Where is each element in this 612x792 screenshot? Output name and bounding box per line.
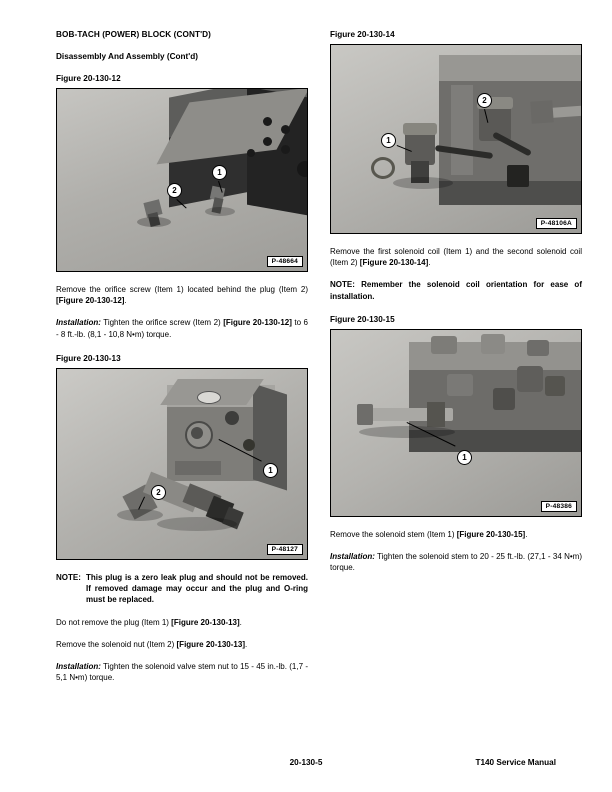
text-end: . [239, 617, 242, 627]
callout-1: 1 [263, 463, 278, 478]
paragraph-do-not-remove-plug [56, 617, 308, 628]
figure-20-130-15-label: Figure 20-130-15 [330, 314, 395, 324]
text-end: . [124, 296, 127, 306]
text: Remove the solenoid stem (Item 1) [330, 529, 457, 539]
text: Do not remove the plug (Item 1) [56, 617, 172, 627]
note-lead: NOTE: [56, 572, 81, 582]
installation-lead: Installation: [330, 552, 375, 562]
text-end: . [244, 639, 248, 649]
text-end: . [428, 258, 431, 268]
note-body: Remember the solenoid coil orientation for ease of installation. [330, 280, 582, 301]
note-body: This plug is a zero leak plug and should not be removed. If removed damage may occur and the plug and O-ring must be replaced. [86, 573, 308, 605]
callout-2: 2 [477, 93, 492, 108]
installation-lead: Installation: [56, 662, 101, 672]
figure-reference: [Figure 20-130-15] [456, 529, 526, 539]
text: Remove the solenoid nut (Item 2) [56, 639, 177, 649]
callout-1: 1 [381, 133, 396, 148]
left-column [56, 30, 308, 694]
figure-reference: [Figure 20-130-14] [359, 258, 429, 268]
paragraph-install-solenoid-stem [330, 551, 582, 573]
note-coil-orientation [330, 279, 582, 301]
figure-code: P-48386 [541, 501, 577, 512]
installation-lead: Installation: [56, 318, 101, 328]
text: Remove the orifice screw (Item 1) located behind the plug (Item 2) [56, 285, 308, 294]
paragraph-install-solenoid-nut [56, 661, 308, 683]
figure-20-130-13-image [56, 368, 308, 560]
paragraph-install-orifice-screw [56, 317, 308, 339]
figure-reference: [Figure 20-130-12] [56, 296, 125, 306]
figure-reference: [Figure 20-130-12] [223, 318, 292, 328]
text: Tighten the solenoid valve stem nut to 15 - 45 in.-lb. (1,7 - 5,1 N•m) torque. [56, 662, 308, 683]
text: Tighten the solenoid stem to 20 - 25 ft.-lb. (27,1 - 34 N•m) torque. [330, 552, 582, 573]
figure-20-130-12-image [56, 88, 308, 272]
footer-manual-title: T140 Service Manual [475, 758, 556, 767]
figure-20-130-12-label: Figure 20-130-12 [56, 74, 121, 83]
text-end: to 6 - 8 ft.-lb. (8,1 - 10,8 N•m) torque. [56, 318, 309, 339]
paragraph-remove-solenoid-nut [56, 639, 308, 650]
callout-2: 2 [167, 183, 182, 198]
callout-1: 1 [457, 450, 472, 465]
paragraph-remove-orifice-screw [56, 284, 308, 306]
callout-2: 2 [151, 485, 166, 500]
note-lead: NOTE: [330, 280, 355, 290]
paragraph-remove-solenoid-coils [330, 246, 582, 268]
subsection-title: Disassembly And Assembly (Cont'd) [56, 52, 198, 61]
figure-code: P-48127 [267, 544, 303, 555]
callout-1: 1 [212, 165, 227, 180]
right-column [330, 30, 582, 584]
figure-20-130-13-label: Figure 20-130-13 [56, 353, 121, 363]
paragraph-remove-solenoid-stem [330, 529, 582, 540]
figure-20-130-14-image [330, 44, 582, 234]
note-zero-leak-plug [56, 572, 308, 606]
text-end: . [525, 529, 528, 539]
figure-20-130-14-label: Figure 20-130-14 [330, 30, 395, 39]
text: Remove the first solenoid coil (Item 1) and the second solenoid coil (Item 2) [330, 247, 582, 268]
figure-reference: [Figure 20-130-13] [171, 617, 240, 627]
section-title: BOB-TACH (POWER) BLOCK (CONT'D) [56, 30, 211, 39]
footer-page-number: 20-130-5 [289, 758, 323, 767]
figure-20-130-15-image [330, 329, 582, 517]
text: Tighten the orifice screw (Item 2) [100, 318, 224, 328]
figure-reference: [Figure 20-130-13] [176, 639, 245, 649]
figure-code: P-48106A [536, 218, 577, 229]
figure-code: P-48664 [267, 256, 303, 267]
